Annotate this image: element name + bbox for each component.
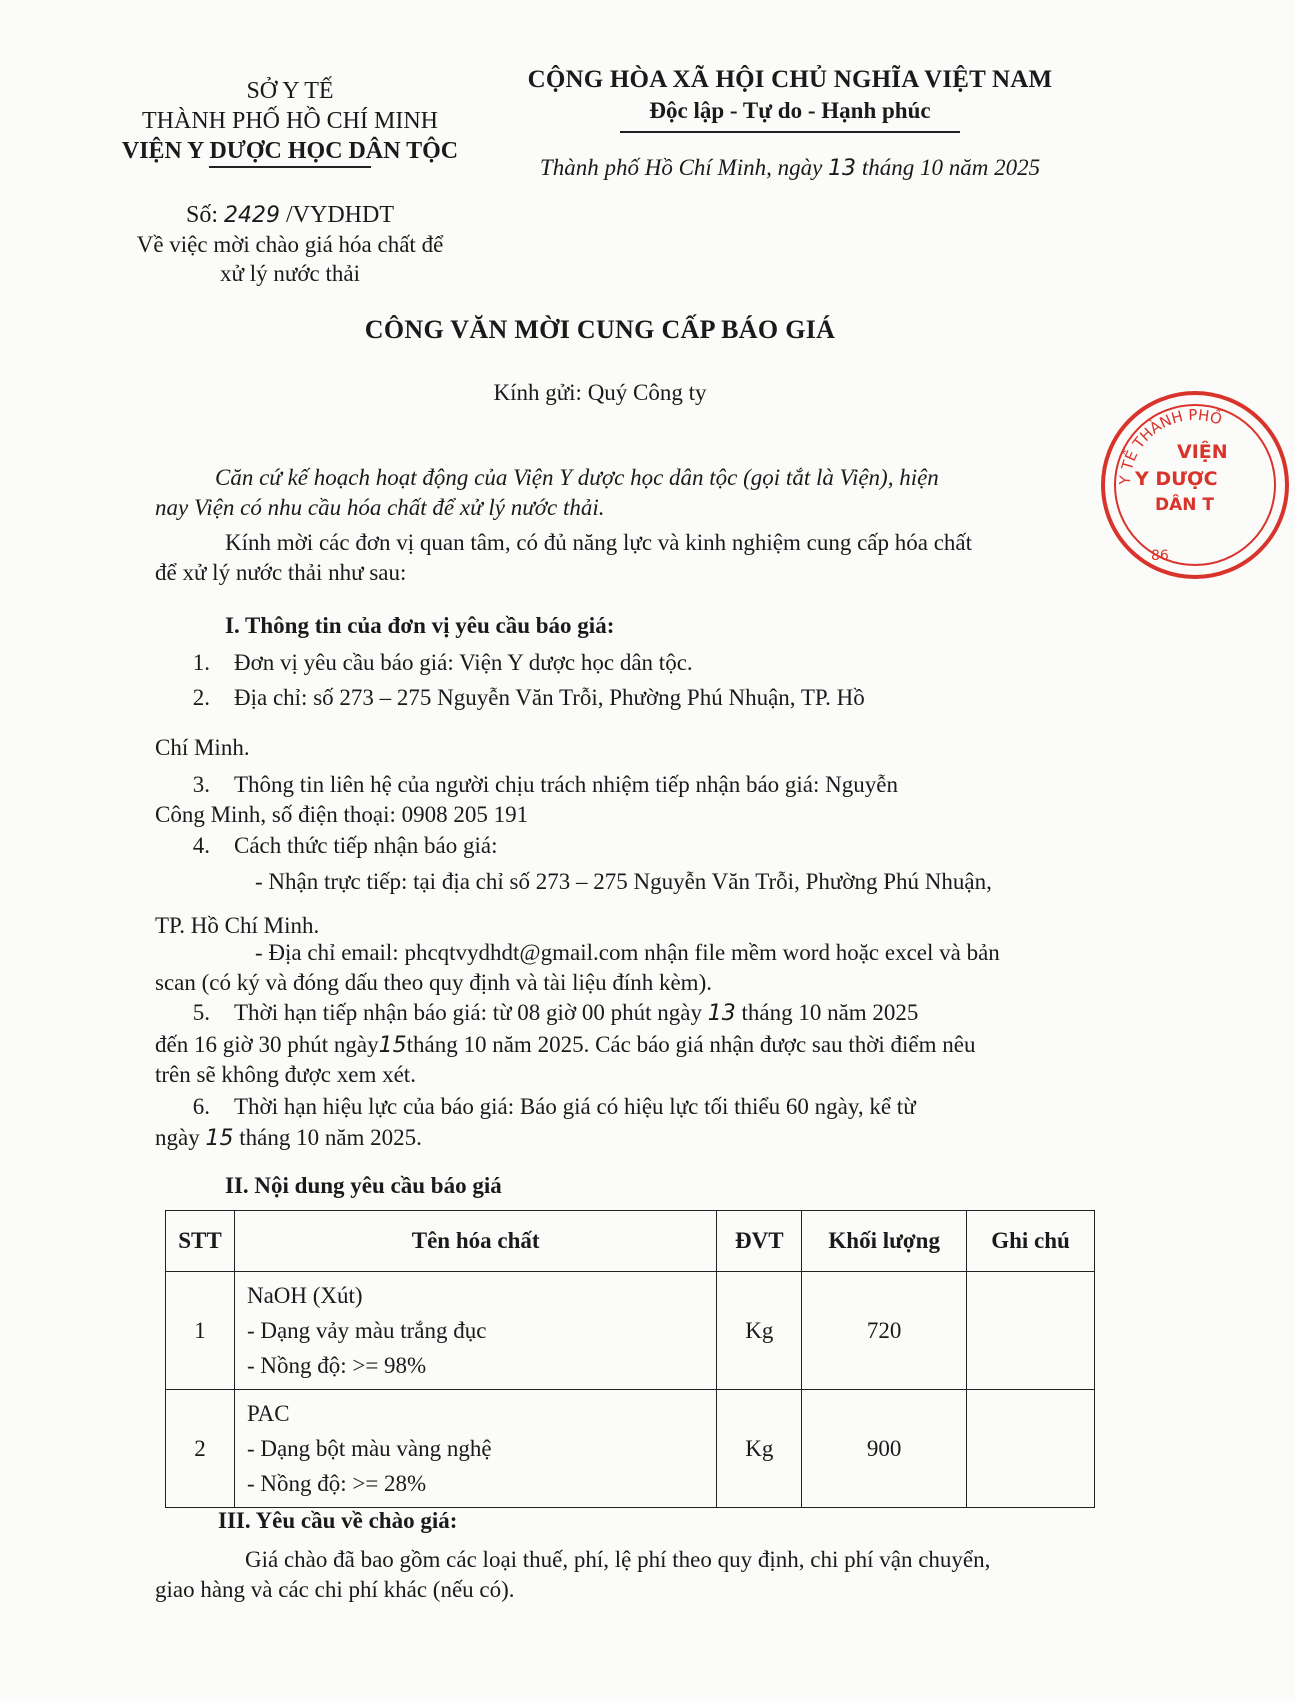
item-text: Địa chỉ: số 273 – 275 Nguyễn Văn Trỗi, Phường Phú Nhuận, TP. Hồ — [234, 685, 865, 710]
info-item-6-cont — [155, 1125, 1095, 1151]
info-item-5-cont2: trên sẽ không được xem xét. — [155, 1062, 416, 1087]
item-text-cont: tháng 10 năm 2025 — [735, 1000, 919, 1025]
chemical-spec: - Dạng vảy màu trắng đục — [246, 1318, 487, 1343]
nation-name: CỘNG HÒA XÃ HỘI CHỦ NGHĨA VIỆT NAM — [527, 66, 1053, 93]
item-text: Cách thức tiếp nhận báo giá: — [234, 833, 498, 858]
subject-line-1: Về việc mời chào giá hóa chất để — [136, 232, 444, 257]
info-item-2-cont: Chí Minh. — [155, 735, 250, 760]
pricing-line-2: giao hàng và các chi phí khác (nếu có). — [155, 1577, 515, 1602]
col-header-unit: ĐVT — [717, 1211, 802, 1272]
authority-line-2: THÀNH PHỐ HỒ CHÍ MINH — [142, 108, 438, 134]
institute-name: VIỆN Y DƯỢC HỌC DÂN TỘC — [121, 138, 459, 164]
stamp-code: 86 — [1151, 548, 1169, 564]
info-item-3-cont: Công Minh, số điện thoại: 0908 205 191 — [155, 802, 529, 827]
cell-note — [967, 1390, 1095, 1508]
official-stamp — [1095, 385, 1295, 585]
section-2-heading: II. Nội dung yêu cầu báo giá — [225, 1173, 502, 1198]
item-number: 1. — [192, 650, 210, 675]
item-number: 4. — [192, 833, 210, 858]
chemical-name: PAC — [246, 1401, 290, 1426]
table-row — [166, 1272, 1095, 1390]
stamp-inner-line-2: Y DƯỢC — [1135, 468, 1218, 490]
cell-stt: 1 — [166, 1272, 235, 1390]
table-row — [166, 1390, 1095, 1508]
item-text: Thời hạn hiệu lực của báo giá: Báo giá có hiệu lực tối thiểu 60 ngày, kể từ — [234, 1094, 916, 1119]
place-date — [515, 155, 1065, 181]
document-title: CÔNG VĂN MỜI CUNG CẤP BÁO GIÁ — [364, 315, 836, 344]
item-text: Thời hạn tiếp nhận báo giá: từ 08 giờ 00 phút ngày — [234, 1000, 708, 1025]
section-1-heading: I. Thông tin của đơn vị yêu cầu báo giá: — [225, 613, 615, 638]
intro-paragraph — [155, 463, 1095, 523]
national-motto: Độc lập - Tự do - Hạnh phúc — [649, 98, 931, 123]
item-number: 5. — [192, 1000, 210, 1025]
pricing-line-1: Giá chào đã bao gồm các loại thuế, phí, lệ phí theo quy định, chi phí vận chuyển, — [245, 1547, 991, 1572]
cell-qty: 900 — [802, 1390, 967, 1508]
quotation-table — [165, 1210, 1095, 1508]
receive-direct: - Nhận trực tiếp: tại địa chỉ số 273 – 275 Nguyễn Văn Trỗi, Phường Phú Nhuận, — [255, 869, 992, 894]
handwritten-day: 15 — [378, 1033, 407, 1058]
item-text-cont: tháng 10 năm 2025. — [233, 1125, 422, 1150]
institute-underline — [209, 166, 371, 168]
pricing-requirement — [155, 1545, 1095, 1605]
authority-line-1: SỞ Y TẾ — [246, 78, 334, 104]
stamp-ring-textpath: Y TẾ THÀNH PHỐ — [1115, 405, 1225, 486]
handwritten-day: 13 — [828, 155, 857, 181]
receive-email: - Địa chỉ email: phcqtvydhdt@gmail.com nhận file mềm word hoặc excel và bản — [255, 940, 1000, 965]
intro-line-1: Căn cứ kế hoạch hoạt động của Viện Y dược học dân tộc (gọi tắt là Viện), hiện — [215, 465, 939, 490]
info-item-4 — [155, 833, 1095, 859]
receive-email-cont: scan (có ký và đóng dấu theo quy định và tài liệu đính kèm). — [155, 970, 712, 995]
info-item-5-cont — [155, 1032, 1095, 1058]
handwritten-day: 13 — [707, 1001, 736, 1026]
info-item-1 — [155, 650, 1095, 676]
cell-note — [967, 1272, 1095, 1390]
doc-number-suffix: /VYDHDT — [280, 202, 394, 228]
cell-unit: Kg — [717, 1272, 802, 1390]
cell-chemical — [234, 1390, 716, 1508]
col-header-note: Ghi chú — [967, 1211, 1095, 1272]
col-header-name: Tên hóa chất — [234, 1211, 716, 1272]
motto-underline — [620, 131, 960, 133]
date-prefix: Thành phố Hồ Chí Minh, ngày — [539, 154, 829, 180]
item-text: ngày — [155, 1125, 206, 1150]
national-header — [515, 64, 1065, 181]
info-item-2 — [155, 685, 1095, 711]
date-suffix: tháng 10 năm 2025 — [856, 154, 1041, 180]
greeting: Kính gửi: Quý Công ty — [493, 380, 707, 405]
item-text: Thông tin liên hệ của người chịu trách nhiệm tiếp nhận báo giá: Nguyễn — [234, 772, 898, 797]
item-text-cont: tháng 10 năm 2025. Các báo giá nhận được sau thời điểm nêu — [406, 1032, 976, 1057]
item-text: đến 16 giờ 30 phút ngày — [155, 1032, 379, 1057]
doc-number-prefix: Số: — [185, 202, 224, 228]
handwritten-day: 15 — [205, 1126, 234, 1151]
intro-line-2: nay Viện có nhu cầu hóa chất để xử lý nước thải. — [155, 495, 605, 520]
table-header-row — [166, 1211, 1095, 1272]
cell-unit: Kg — [717, 1390, 802, 1508]
handwritten-number: 2429 — [224, 203, 280, 228]
item-number: 3. — [192, 772, 210, 797]
item-text: Đơn vị yêu cầu báo giá: Viện Y dược học dân tộc. — [234, 650, 693, 675]
info-item-5 — [155, 1000, 1095, 1026]
cell-chemical — [234, 1272, 716, 1390]
document-number — [80, 200, 500, 231]
item-number: 2. — [192, 685, 210, 710]
col-header-stt: STT — [166, 1211, 235, 1272]
chemical-spec: - Nồng độ: >= 28% — [246, 1471, 427, 1496]
subject — [80, 230, 500, 288]
info-item-3 — [155, 772, 1095, 798]
receive-direct-cont: TP. Hồ Chí Minh. — [155, 913, 320, 938]
invite-line-1: Kính mời các đơn vị quan tâm, có đủ năng lực và kinh nghiệm cung cấp hóa chất — [225, 530, 973, 555]
item-number: 6. — [192, 1094, 210, 1119]
invite-line-2: để xử lý nước thải như sau: — [155, 560, 407, 585]
info-item-6 — [155, 1094, 1095, 1120]
invite-paragraph — [155, 528, 1095, 588]
col-header-qty: Khối lượng — [802, 1211, 967, 1272]
cell-qty: 720 — [802, 1272, 967, 1390]
subject-line-2: xử lý nước thải — [220, 261, 360, 286]
section-3-heading: III. Yêu cầu về chào giá: — [218, 1508, 458, 1533]
cell-stt: 2 — [166, 1390, 235, 1508]
chemical-spec: - Nồng độ: >= 98% — [246, 1353, 427, 1378]
chemical-name: NaOH (Xút) — [246, 1283, 363, 1308]
issuing-authority — [80, 76, 500, 168]
stamp-inner-line-1: VIỆN — [1177, 441, 1228, 463]
chemical-spec: - Dạng bột màu vàng nghệ — [246, 1436, 492, 1461]
stamp-inner-line-3: DÂN T — [1155, 495, 1215, 515]
